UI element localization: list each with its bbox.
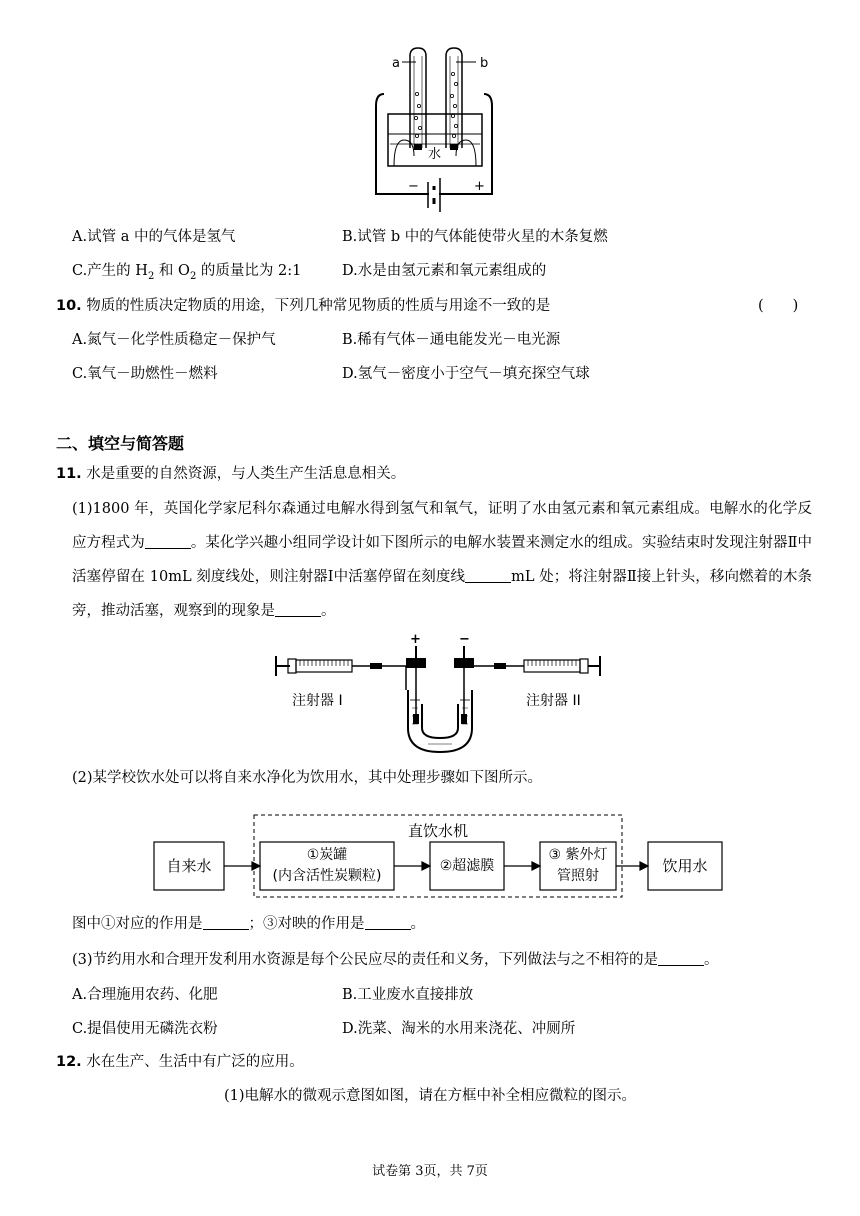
machine-label: 直饮水机 bbox=[407, 822, 468, 840]
answer-blank-part3[interactable] bbox=[658, 951, 704, 966]
q11-p3-option-b: B.工业废水直接排放 bbox=[342, 987, 474, 1003]
q10-stem: 10. 物质的性质决定物质的用途，下列几种常见物质的性质与用途不一致的是 bbox=[56, 298, 551, 314]
answer-blank-function-1[interactable] bbox=[203, 915, 249, 930]
q9-option-c: C.产生的 $H_2$ 和 $O_2$ 的质量比为 2:1 bbox=[72, 263, 302, 282]
q10-option-d: D.氢气－密度小于空气－填充探空气球 bbox=[342, 366, 590, 382]
q11-stem: 11. 水是重要的自然资源，与人类生产生活息息相关。 bbox=[56, 466, 406, 482]
battery-minus: − bbox=[408, 179, 419, 194]
label-b: b bbox=[480, 56, 489, 71]
q10-option-c: C.氧气－助燃性－燃料 bbox=[72, 366, 218, 382]
box-uv-lamp: ③ 紫外灯 管照射 bbox=[548, 847, 608, 884]
answer-blank-phenomenon[interactable] bbox=[275, 602, 321, 617]
q11-number: 11. bbox=[56, 466, 82, 482]
q12-part1: (1)电解水的微观示意图如图，请在方框中补全相应微粒的图示。 bbox=[224, 1088, 637, 1104]
electrode-plus: + bbox=[410, 632, 421, 647]
q9-option-d: D.水是由氢元素和氧元素组成的 bbox=[342, 263, 547, 279]
electrode-minus: − bbox=[459, 632, 470, 647]
q10-option-a: A.氮气－化学性质稳定－保护气 bbox=[72, 332, 276, 348]
box-drinking-water: 饮用水 bbox=[662, 857, 708, 875]
page-footer: 试卷第 3页，共 7页 bbox=[372, 1164, 488, 1179]
q10-number: 10. bbox=[56, 298, 82, 314]
q11-part2-question: 图中①对应的作用是 ；③对映的作用是 。 bbox=[72, 916, 425, 932]
box-ultrafiltration: ②超滤膜 bbox=[439, 858, 495, 874]
q9-option-a: A.试管 a 中的气体是氢气 bbox=[72, 229, 236, 245]
label-water: 水 bbox=[428, 147, 442, 162]
syringe-2-label: 注射器 II bbox=[526, 693, 581, 709]
q10-answer-paren: ( ) bbox=[758, 298, 799, 314]
answer-blank-volume[interactable] bbox=[465, 568, 511, 583]
q11-part2: (2)某学校饮水处可以将自来水净化为饮用水，其中处理步骤如下图所示。 bbox=[72, 770, 543, 786]
section-title: 二、填空与简答题 bbox=[56, 434, 185, 453]
syringe-1-label: 注射器 I bbox=[292, 693, 343, 709]
syringe-electrolysis-figure bbox=[270, 632, 606, 756]
q10-option-b: B.稀有气体－通电能发光－电光源 bbox=[342, 332, 561, 348]
q9-option-b: B.试管 b 中的气体能使带火星的木条复燃 bbox=[342, 229, 608, 245]
answer-blank-equation[interactable] bbox=[145, 534, 191, 549]
q11-p3-option-c: C.提倡使用无磷洗衣粉 bbox=[72, 1021, 218, 1037]
electrolysis-apparatus-figure bbox=[370, 44, 500, 216]
q11-part1: (1)1800 年，英国化学家尼科尔森通过电解水得到氢气和氧气，证明了水由氢元素和氧元素组成。电解水的化学反应方程式为 。某化学兴趣小组同学设计如下图所示的电解水装置来测定水的组成。实验结束时发现注射器Ⅱ中活塞停留在 10mL 刻度线处，则注射器Ⅰ中活塞停留在刻度线 mL 处；将注射器Ⅱ接上针头，移向燃着的木条旁，推动活塞，观察到的现象是 。 bbox=[72, 501, 812, 619]
q12-stem: 12. 水在生产、生活中有广泛的应用。 bbox=[56, 1054, 304, 1070]
label-a: a bbox=[392, 56, 400, 71]
box-tap-water: 自来水 bbox=[166, 857, 212, 875]
q11-p3-option-d: D.洗菜、淘米的水用来浇花、冲厕所 bbox=[342, 1021, 576, 1037]
battery-plus: + bbox=[474, 179, 485, 194]
q11-p3-option-a: A.合理施用农药、化肥 bbox=[72, 987, 218, 1003]
q11-part3: (3)节约用水和合理开发利用水资源是每个公民应尽的责任和义务，下列做法与之不相符的是 。 bbox=[72, 952, 719, 968]
q12-number: 12. bbox=[56, 1054, 82, 1070]
answer-blank-function-3[interactable] bbox=[365, 915, 411, 930]
box-carbon-tank: ①炭罐 (内含活性炭颗粒) bbox=[272, 847, 382, 884]
water-purification-flowchart bbox=[150, 810, 730, 900]
